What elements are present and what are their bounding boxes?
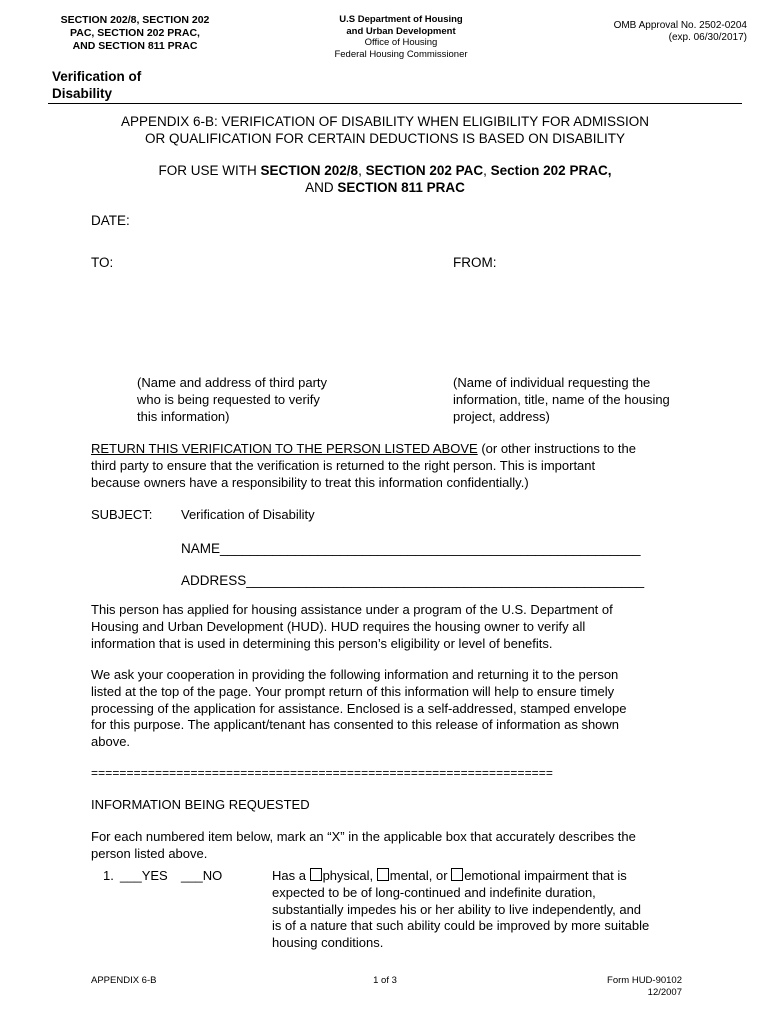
item-1-desc-line: housing conditions.: [272, 935, 384, 951]
physical-checkbox[interactable]: [310, 868, 322, 881]
paragraph-line: listed at the top of the page. Your prompt return of this information will help to ensure timely: [91, 683, 615, 699]
from-note-line: information, title, name of the housing: [453, 391, 670, 407]
return-line-1-rest: (or other instructions to the: [477, 441, 636, 456]
header-left-line: PAC, SECTION 202 PRAC,: [70, 27, 200, 39]
for-use-with: [60, 162, 710, 196]
subject-value: Verification of Disability: [181, 507, 315, 522]
header-left-line: SECTION 202/8, SECTION 202: [60, 14, 210, 26]
paragraph-applied: [91, 602, 751, 652]
header-agency-line: Federal Housing Commissioner: [334, 48, 468, 60]
header-divider: [48, 103, 742, 104]
omb-expiration: (exp. 06/30/2017): [668, 32, 747, 43]
from-note-line: (Name of individual requesting the: [453, 375, 651, 390]
for-use-section-202-pac: SECTION 202 PAC: [365, 163, 484, 178]
item-1-desc-line: is of a nature that such ability could be improved by more suitable: [272, 918, 650, 934]
paragraph-line: processing of the application for assistance. Enclosed is a self-addressed, stamped envelope: [91, 700, 627, 716]
from-note: [453, 375, 743, 425]
info-heading: INFORMATION BEING REQUESTED: [91, 797, 310, 812]
item-1-description: [272, 868, 692, 952]
return-instructions: [91, 441, 751, 491]
header-left-line: AND SECTION 811 PRAC: [72, 40, 198, 52]
from-label: FROM:: [453, 255, 497, 270]
for-use-line-2: [60, 179, 710, 196]
page-number: 1 of 3: [373, 975, 397, 986]
form-number: Form HUD-90102: [607, 975, 682, 986]
item-1-desc-line: expected to be of long-continued and indefinite duration,: [272, 884, 596, 900]
date-label: DATE:: [91, 213, 130, 228]
to-note: [137, 375, 397, 425]
instructions-line: person listed above.: [91, 845, 208, 861]
subject-label: SUBJECT:: [91, 507, 153, 522]
emotional-checkbox[interactable]: [451, 868, 463, 881]
instructions-line: For each numbered item below, mark an “X” in the applicable box that accurately describes the: [91, 829, 636, 844]
header-program-sections: [45, 14, 225, 53]
for-use-section-202-8: SECTION 202/8: [260, 163, 359, 178]
footer-appendix: APPENDIX 6-B: [91, 975, 157, 986]
header-agency-line: Office of Housing: [364, 37, 438, 48]
from-note-line: project, address): [453, 408, 550, 424]
mental-checkbox[interactable]: [377, 868, 389, 881]
header-omb-approval: [560, 20, 747, 44]
for-use-section-202-prac: Section 202 PRAC,: [490, 163, 612, 178]
for-use-separator: ,: [483, 163, 491, 178]
item-1-yes[interactable]: ___YES: [120, 868, 168, 883]
header-agency-line: U.S Department of Housing: [339, 14, 463, 25]
emotional-label: emotional impairment that is: [464, 868, 627, 883]
return-line-1: [91, 441, 751, 458]
item-1-no[interactable]: ___NO: [181, 868, 223, 883]
name-field[interactable]: NAME________________________________________________________: [181, 541, 641, 556]
paragraph-line: Housing and Urban Development (HUD). HUD requires the housing owner to verify all: [91, 618, 586, 634]
to-note-line: (Name and address of third party: [137, 375, 328, 390]
has-a-text: Has a: [272, 868, 310, 883]
for-use-and: AND: [305, 180, 338, 195]
for-use-section-811-prac: SECTION 811 PRAC: [337, 180, 465, 195]
for-use-line-1: [60, 162, 710, 179]
paragraph-line: for this purpose. The applicant/tenant has consented to this release of information as shown: [91, 717, 620, 733]
section-separator: =================================================================: [91, 766, 554, 780]
item-1-number: 1.: [103, 868, 114, 883]
for-use-separator: ,: [358, 163, 366, 178]
header-agency: [312, 14, 490, 60]
paragraph-line: This person has applied for housing assistance under a program of the U.S. Department of: [91, 602, 613, 617]
item-1-desc-line: substantially impedes his or her ability to live independently, and: [272, 901, 642, 917]
footer-form-number: [560, 975, 682, 999]
item-1-impairment-line: [272, 868, 692, 885]
omb-number: OMB Approval No. 2502-0204: [613, 20, 747, 31]
appendix-heading-line: OR QUALIFICATION FOR CERTAIN DEDUCTIONS IS BASED ON DISABILITY: [144, 131, 626, 146]
to-note-line: this information): [137, 408, 230, 424]
mental-label: mental, or: [389, 868, 452, 883]
document-title-line: Verification of: [52, 69, 142, 84]
return-underlined: RETURN THIS VERIFICATION TO THE PERSON LISTED ABOVE: [91, 441, 478, 456]
to-label: TO:: [91, 255, 114, 270]
document-title-line: Disability: [52, 86, 113, 101]
appendix-heading: [60, 113, 710, 147]
physical-label: physical,: [322, 868, 377, 883]
address-field[interactable]: ADDRESS_____________________________________________________: [181, 573, 645, 588]
header-agency-line: and Urban Development: [346, 25, 456, 37]
item-instructions: [91, 829, 751, 863]
paragraph-line: above.: [91, 734, 131, 750]
return-line-2: third party to ensure that the verification is returned to the right person. This is important: [91, 457, 596, 473]
appendix-heading-line: APPENDIX 6-B: VERIFICATION OF DISABILITY WHEN ELIGIBILITY FOR ADMISSION: [120, 114, 650, 129]
paragraph-line: We ask your cooperation in providing the following information and returning it to the person: [91, 667, 619, 682]
paragraph-line: information that is used in determining this person’s eligibility or level of benefits.: [91, 635, 553, 651]
paragraph-cooperation: [91, 667, 751, 751]
for-use-prefix: FOR USE WITH: [158, 163, 261, 178]
return-line-3: because owners have a responsibility to treat this information confidentially.): [91, 474, 529, 490]
to-note-line: who is being requested to verify: [137, 391, 320, 407]
document-title: [52, 68, 141, 102]
form-date: 12/2007: [647, 987, 682, 998]
